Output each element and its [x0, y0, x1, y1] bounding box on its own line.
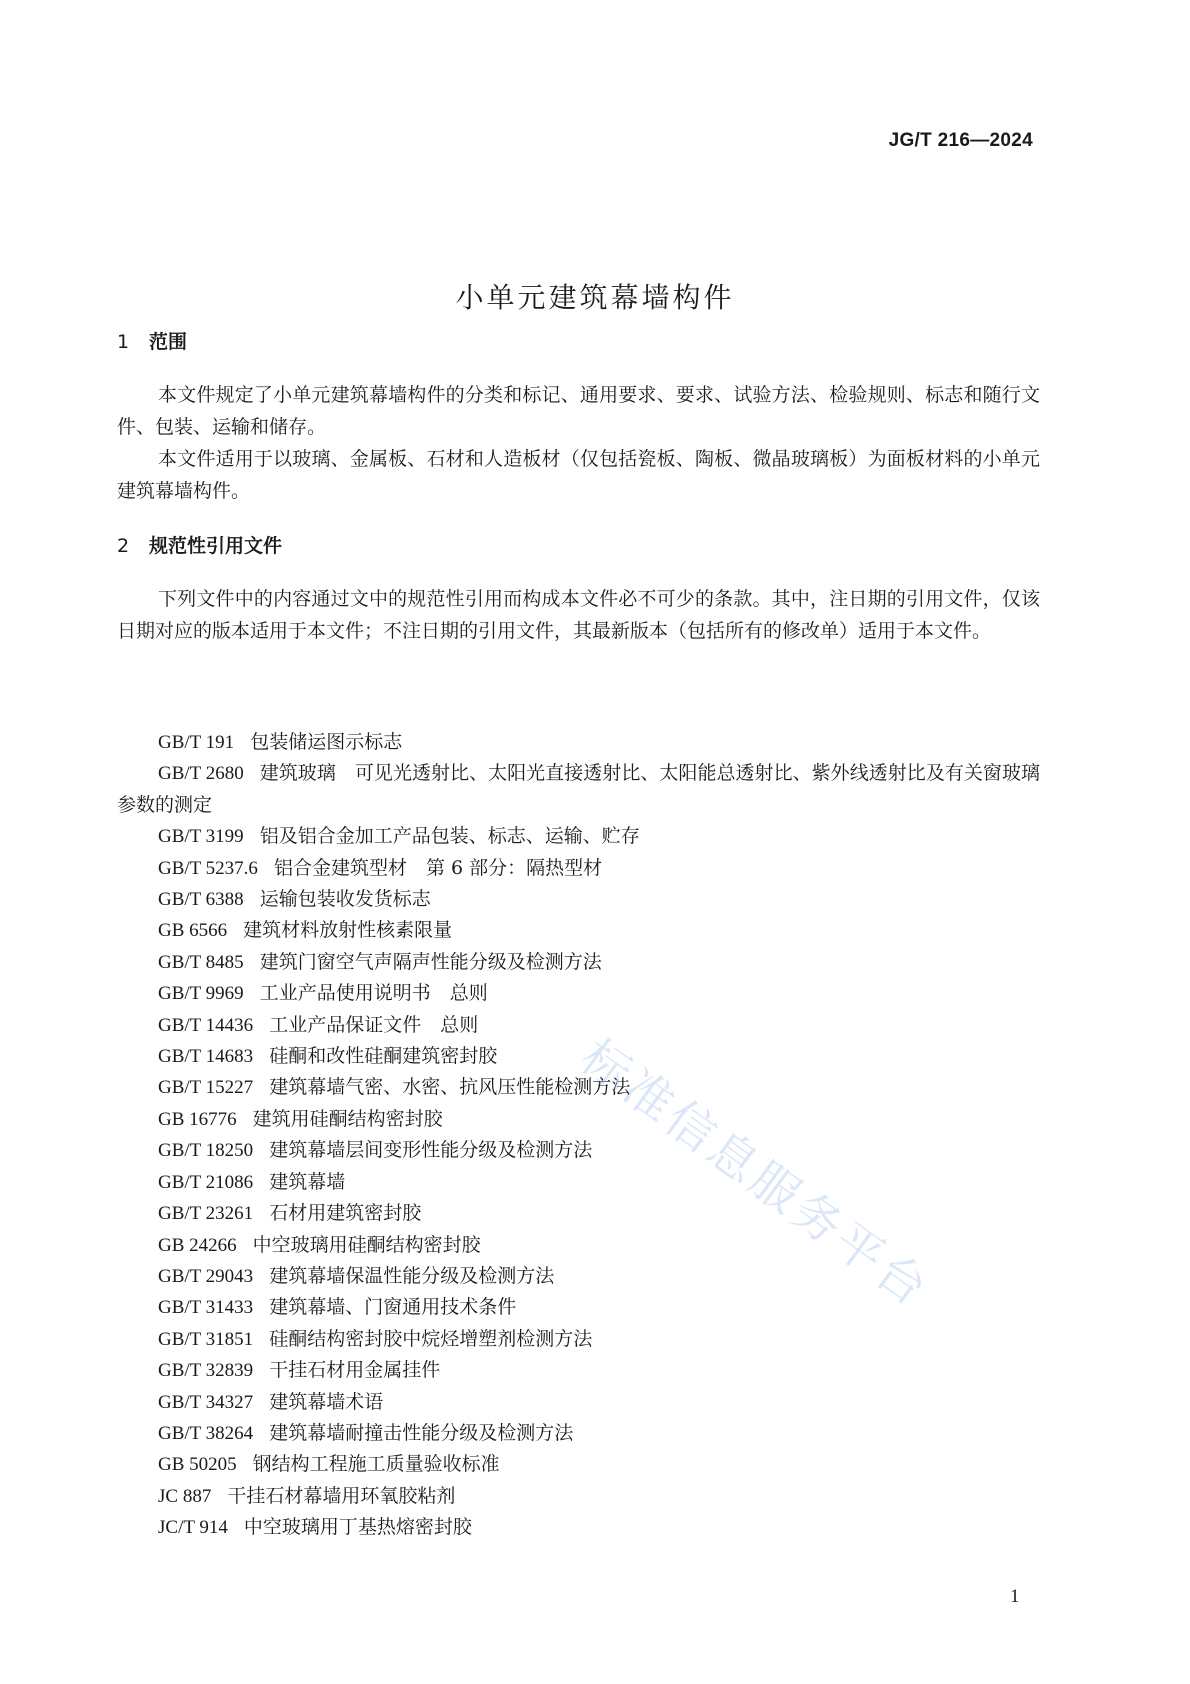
reference-item [117, 758, 1040, 821]
scope-paragraph-1: 本文件规定了小单元建筑幕墙构件的分类和标记、通用要求、要求、试验方法、检验规则、标志和随行文件、包装、运输和储存。 [117, 384, 1040, 438]
scope-paragraph-2: 本文件适用于以玻璃、金属板、石材和人造板材（仅包括瓷板、陶板、微晶玻璃板）为面板材料的小单元建筑幕墙构件。 [117, 448, 1040, 502]
page-number: 1 [1010, 1586, 1020, 1607]
reference-code: GB 50205 [158, 1454, 237, 1476]
reference-code: GB/T 9969 [158, 983, 244, 1005]
reference-title: 建筑幕墙保温性能分级及检测方法 [269, 1264, 555, 1287]
reference-code: GB 16776 [158, 1108, 237, 1130]
reference-item [117, 1481, 1040, 1512]
reference-title: 中空玻璃用丁基热熔密封胶 [243, 1516, 472, 1539]
reference-item [117, 1261, 1040, 1292]
reference-title: 建筑用硅酮结构密封胶 [252, 1107, 443, 1130]
reference-item [117, 1072, 1040, 1103]
reference-code: GB 6566 [158, 920, 228, 942]
reference-title: 运输包装收发货标志 [259, 888, 431, 911]
references-intro-paragraph: 下列文件中的内容通过文中的规范性引用而构成本文件必不可少的条款。其中，注日期的引用文件，仅该日期对应的版本适用于本文件；不注日期的引用文件，其最新版本（包括所有的修改单）适用于本文件。 [117, 588, 1040, 642]
section-title: 范围 [149, 331, 188, 353]
reference-code: GB/T 8485 [158, 951, 244, 973]
reference-item [117, 1324, 1040, 1355]
reference-item [117, 884, 1040, 915]
reference-code: GB 24266 [158, 1234, 237, 1256]
reference-title: 硅酮和改性硅酮建筑密封胶 [269, 1045, 498, 1068]
reference-code: JC 887 [158, 1485, 212, 1507]
reference-code: GB/T 6388 [158, 889, 244, 911]
document-title: 小单元建筑幕墙构件 [455, 281, 735, 314]
reference-title: 工业产品保证文件 总则 [269, 1013, 479, 1036]
reference-title: 建筑幕墙术语 [269, 1390, 384, 1413]
reference-title: 石材用建筑密封胶 [269, 1202, 422, 1225]
reference-code: GB/T 31851 [158, 1328, 254, 1350]
section-number: 1 [117, 331, 130, 353]
reference-code: GB/T 32839 [158, 1360, 254, 1382]
reference-title: 建筑门窗空气声隔声性能分级及检测方法 [259, 950, 602, 973]
reference-item [117, 853, 1040, 884]
reference-list [117, 727, 1040, 1544]
reference-item [117, 1135, 1040, 1166]
reference-item [117, 1010, 1040, 1041]
reference-code: GB/T 23261 [158, 1203, 254, 1225]
reference-title: 钢结构工程施工质量验收标准 [252, 1453, 500, 1476]
reference-code: GB/T 2680 [158, 763, 244, 785]
reference-title: 干挂石材用金属挂件 [269, 1359, 441, 1382]
section-title: 规范性引用文件 [149, 535, 283, 557]
reference-item [117, 1104, 1040, 1135]
reference-code: GB/T 31433 [158, 1297, 254, 1319]
reference-code: GB/T 15227 [158, 1077, 254, 1099]
reference-item [117, 1355, 1040, 1386]
reference-code: GB/T 3199 [158, 826, 244, 848]
reference-code: GB/T 14683 [158, 1046, 254, 1068]
reference-item [117, 1167, 1040, 1198]
reference-title: 建筑玻璃 可见光透射比、太阳光直接透射比、太阳能总透射比、紫外线透射比及有关窗玻璃参数的测定 [117, 762, 1040, 816]
reference-title: 中空玻璃用硅酮结构密封胶 [252, 1233, 481, 1256]
reference-item [117, 915, 1040, 946]
reference-item [117, 1041, 1040, 1072]
reference-code: GB/T 14436 [158, 1014, 254, 1036]
reference-title: 铝及铝合金加工产品包装、标志、运输、贮存 [259, 825, 640, 848]
reference-code: JC/T 914 [158, 1517, 228, 1539]
reference-title: 建筑幕墙 [269, 1170, 346, 1193]
reference-item [117, 727, 1040, 758]
reference-title: 铝合金建筑型材 第 6 部分：隔热型材 [273, 856, 603, 879]
reference-item [117, 947, 1040, 978]
reference-title: 干挂石材幕墙用环氧胶粘剂 [227, 1484, 456, 1507]
reference-title: 建筑幕墙层间变形性能分级及检测方法 [269, 1139, 593, 1162]
reference-code: GB/T 38264 [158, 1422, 254, 1444]
reference-code: GB/T 34327 [158, 1391, 254, 1413]
section-2-heading [117, 531, 282, 558]
reference-code: GB/T 191 [158, 732, 235, 753]
reference-code: GB/T 29043 [158, 1265, 254, 1287]
reference-title: 硅酮结构密封胶中烷烃增塑剂检测方法 [269, 1327, 593, 1350]
reference-item [117, 821, 1040, 852]
reference-title: 建筑幕墙、门窗通用技术条件 [269, 1296, 517, 1319]
reference-code: GB/T 5237.6 [158, 857, 258, 879]
reference-item [117, 1198, 1040, 1229]
reference-code: GB/T 18250 [158, 1140, 254, 1162]
standard-code: JG/T 216—2024 [888, 130, 1033, 151]
reference-item [117, 1449, 1040, 1480]
section-1-heading [117, 327, 187, 354]
reference-item [117, 1292, 1040, 1323]
watermark: 标准信息服务平台 [570, 1028, 941, 1319]
reference-item [117, 1230, 1040, 1261]
reference-item [117, 1387, 1040, 1418]
reference-item [117, 1418, 1040, 1449]
reference-title: 工业产品使用说明书 总则 [259, 982, 488, 1005]
reference-title: 建筑幕墙气密、水密、抗风压性能检测方法 [269, 1076, 631, 1099]
reference-item [117, 978, 1040, 1009]
reference-code: GB/T 21086 [158, 1171, 254, 1193]
reference-title: 包装储运图示标志 [250, 731, 403, 753]
reference-item [117, 1512, 1040, 1543]
reference-title: 建筑材料放射性核素限量 [243, 919, 453, 942]
reference-title: 建筑幕墙耐撞击性能分级及检测方法 [269, 1421, 574, 1444]
section-number: 2 [117, 535, 130, 557]
